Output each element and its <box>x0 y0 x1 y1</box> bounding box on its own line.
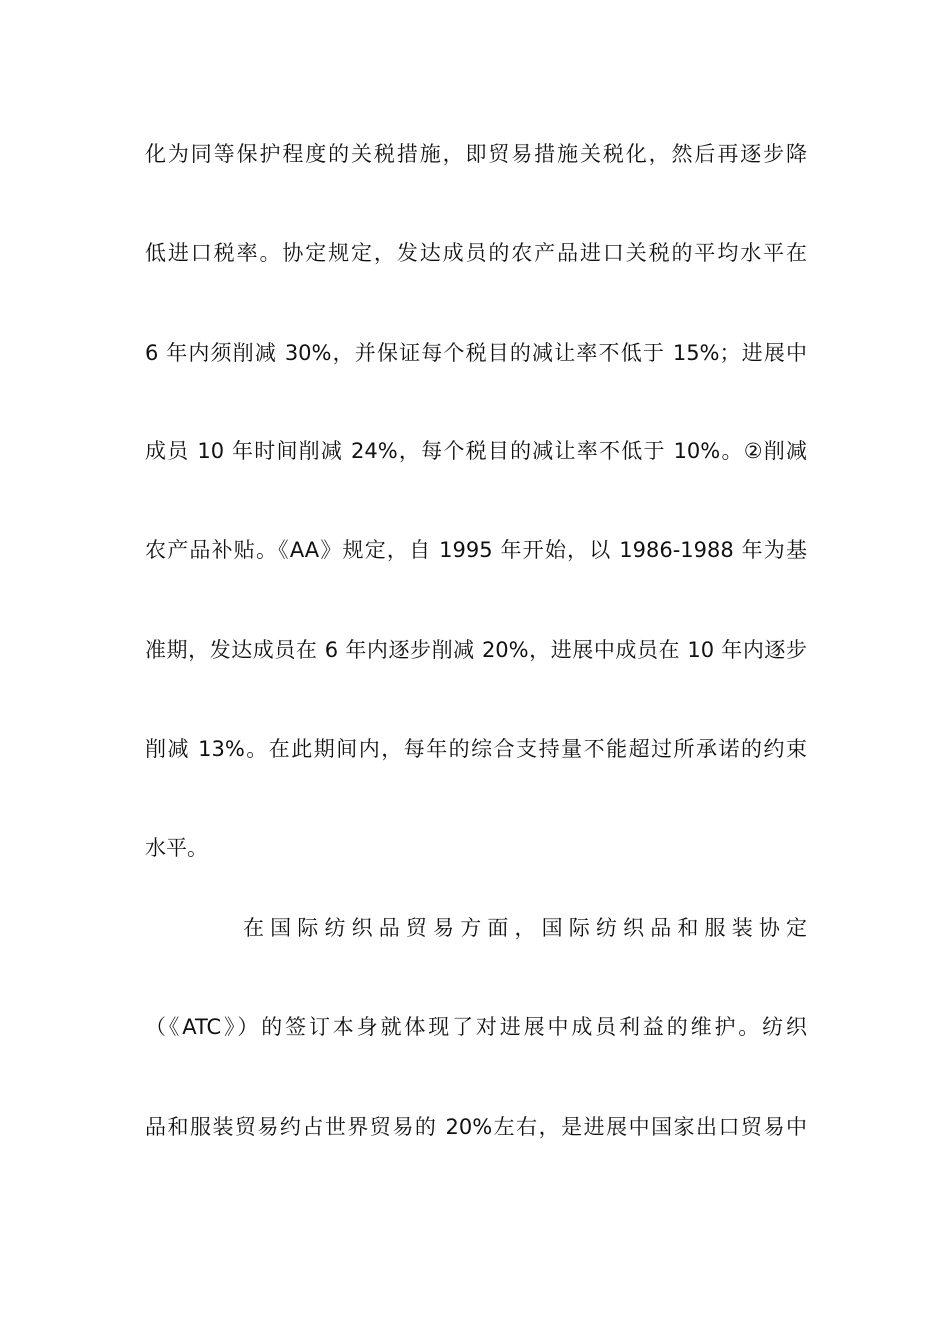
text-line: 水平。 <box>145 836 208 860</box>
text-line: 6 年内须削减 30%，并保证每个税目的减让率不低于 15%；进展中 <box>145 341 807 365</box>
text-line: （《ATC》）的签订本身就体现了对进展中成员利益的维护。纺织 <box>145 1015 807 1039</box>
text-line: 削减 13%。在此期间内，每年的综合支持量不能超过所承诺的约束 <box>145 737 807 761</box>
text-line: 低进口税率。协定规定，发达成员的农产品进口关税的平均水平在 <box>145 241 807 265</box>
text-line: 在国际纺织品贸易方面，国际纺织品和服装协定 <box>243 916 807 940</box>
text-line: 化为同等保护程度的关税措施，即贸易措施关税化，然后再逐步降 <box>145 142 807 166</box>
text-line: 农产品补贴。《AA》规定，自 1995 年开始，以 1986-1988 年为基 <box>145 538 807 562</box>
text-line: 成员 10 年时间削减 24%，每个税目的减让率不低于 10%。②削减 <box>145 439 807 463</box>
text-line: 准期，发达成员在 6 年内逐步削减 20%，进展中成员在 10 年内逐步 <box>145 638 807 662</box>
text-line: 品和服装贸易约占世界贸易的 20%左右，是进展中国家出口贸易中 <box>145 1115 807 1139</box>
